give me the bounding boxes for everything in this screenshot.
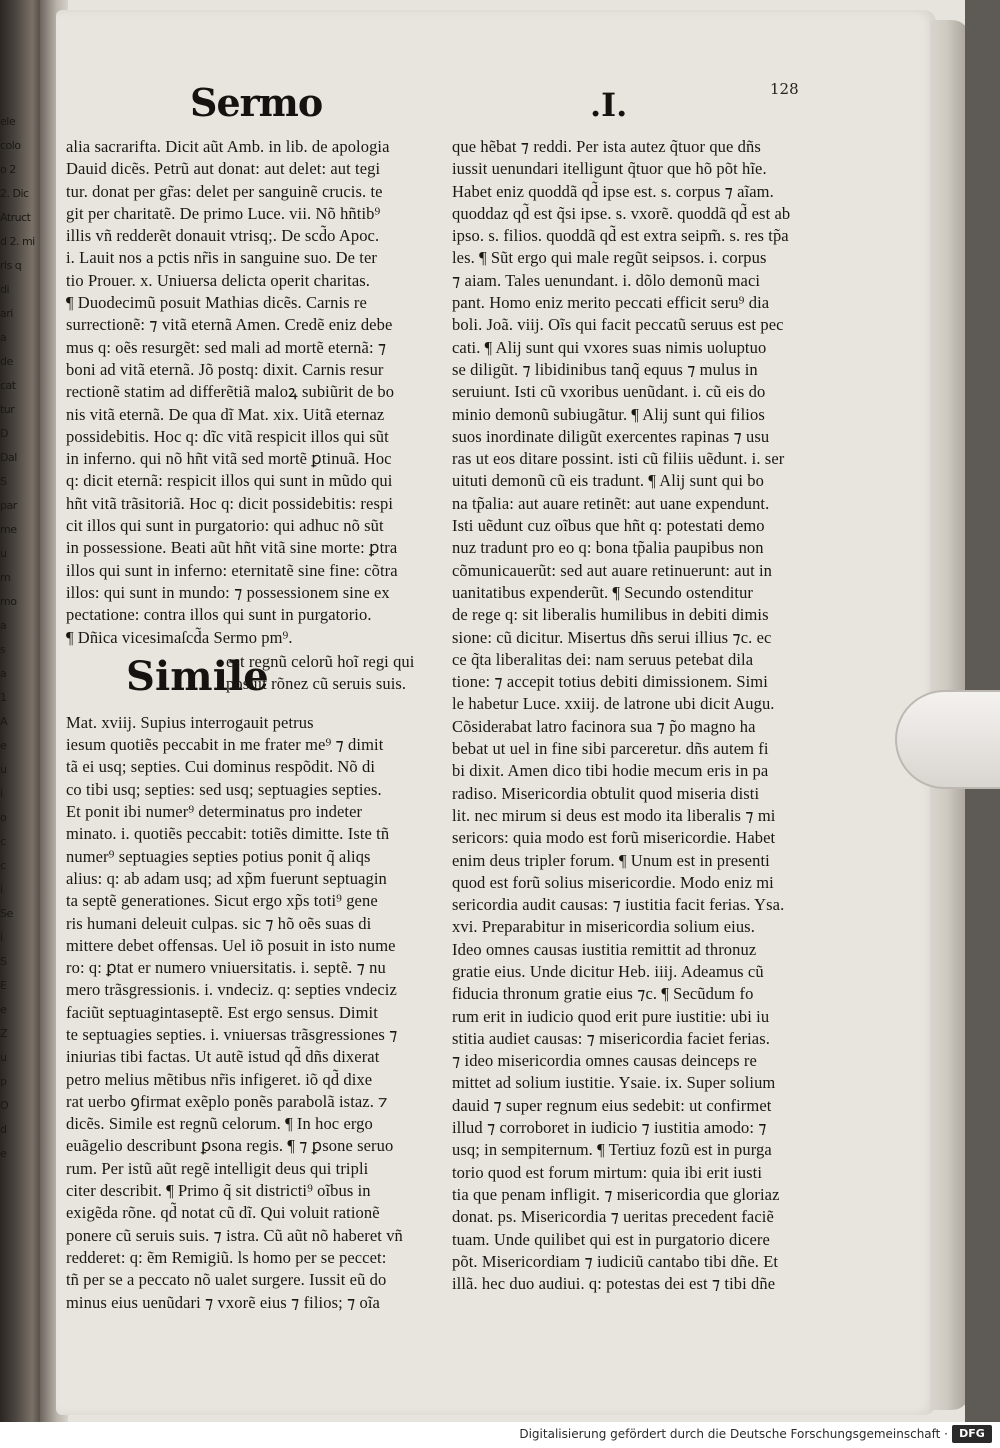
text-line: pectatione: contra illos qui sunt in purgatorio. bbox=[66, 605, 372, 625]
text-line: illud ⁊ corroboret in iudicio ⁊ iustitia amodo: ⁊ bbox=[452, 1118, 767, 1138]
text-line: minato. i. quotiẽs peccabit: totiẽs dimitte. Iste tñ bbox=[66, 824, 390, 844]
folio-number: 128 bbox=[770, 80, 799, 98]
text-line: exigẽda rõne. qd̃ notat cũ dĩ. Qui voluit rationẽ bbox=[66, 1203, 380, 1223]
text-line: co tibi usq; septies: sed usq; septuagies septies. bbox=[66, 779, 382, 799]
text-line: xvi. Preparabitur in misericordia solium eius. bbox=[452, 917, 755, 937]
funding-notice: Digitalisierung gefördert durch die Deutsche Forschungsgemeinschaft · bbox=[519, 1427, 948, 1441]
text-line: quoddaz qd̃ est q̃si ipse. s. vxorẽ. quoddã qd̃ est ab bbox=[452, 203, 791, 223]
text-line: bi dixit. Amen dico tibi hodie mecum eris in pa bbox=[452, 761, 769, 781]
text-line: faciũt septuagintaseptẽ. Est ergo sensus. Dimit bbox=[66, 1002, 378, 1022]
text-line: ponere cũ seruis suis. ⁊ istra. Cũ aũt nõ haberet vñ bbox=[66, 1225, 403, 1245]
text-line: tia que penam infligit. ⁊ misericordia que gloriaz bbox=[452, 1184, 780, 1204]
text-line: mero trãsgressionis. i. vndeciz. q: septies vndeciz bbox=[66, 980, 397, 1000]
text-line: uanitatibus expenderũt. ¶ Secundo ostenditur bbox=[452, 582, 754, 602]
text-line: ipso. s. filios. quoddã qd̃ est extra seipm̃. s. res tp̃a bbox=[452, 226, 789, 246]
text-line: ro: q: ꝑtat er numero vniuersitatis. i. septẽ. ⁊ nu bbox=[66, 958, 386, 978]
text-line: illis vñ redderẽt donauit vtrisq;. De scd̃o Apoc. bbox=[66, 226, 380, 246]
text-line: ¶ Duodecimũ posuit Mathias dicẽs. Carnis re bbox=[66, 293, 367, 313]
text-line: torio quod est forum mirtum: quia ibi erit iusti bbox=[452, 1162, 763, 1182]
decorated-initial: Simile bbox=[126, 652, 269, 700]
text-line: alius: q: ab adam usq; ad xp̃m fuerunt septuagin bbox=[66, 868, 387, 888]
text-line: possidebitis. Hoc q: dĩc vitã respicit illos qui sũt bbox=[66, 426, 389, 446]
text-line: ⁊ ideo misericordia omnes causas deinceps re bbox=[452, 1051, 757, 1071]
text-line: surrectionẽ: ⁊ vitã eternã Amen. Credẽ eniz debe bbox=[66, 315, 393, 335]
text-line: fiducia thronum gratie eius ⁊c. ¶ Secũdum fo bbox=[452, 984, 754, 1004]
text-line: usq; in sempiternum. ¶ Tertiuz fozũ est in purga bbox=[452, 1140, 772, 1160]
text-line: dicẽs. Simile est regnũ celorum. ¶ In hoc ergo bbox=[66, 1114, 373, 1134]
text-line: Habet eniz quoddã qd̃ ipse est. s. corpus ⁊ aĩam. bbox=[452, 181, 774, 201]
text-line: põt. Misericordiam ⁊ iudiciũ cantabo tibi dñe. Et bbox=[452, 1251, 779, 1271]
text-line: iniurias tibi factas. Ut autẽ istud qd̃ dñs dixerat bbox=[66, 1047, 380, 1067]
text-line: rum. Per istũ aũt regẽ intelligit deus qui tripli bbox=[66, 1158, 369, 1178]
text-line: rat uerbo ꝯfirmat exẽplo ponẽs parabolã istaz. ⁊ bbox=[66, 1091, 388, 1111]
text-line: minus eius uenũdari ⁊ vxorẽ eius ⁊ filios; ⁊ oĩa bbox=[66, 1292, 380, 1312]
text-line: dauid ⁊ super regnum eius sedebit: ut confirmet bbox=[452, 1095, 772, 1115]
text-line: petro melius mẽtibus nr̃is infigeret. iõ qd̃ dixe bbox=[66, 1069, 373, 1089]
text-line: tur. donat per gr̃as: delet per sanguinẽ crucis. te bbox=[66, 181, 383, 201]
text-line: sericordia audit causas: ⁊ iustitia facit ferias. Ysa. bbox=[452, 895, 785, 915]
text-line: mus q: oẽs resurgẽt: sed mali ad mortẽ eternã: ⁊ bbox=[66, 337, 387, 357]
text-line: est regnũ celorũ hoĩ regi qui bbox=[226, 651, 415, 671]
text-column-left bbox=[66, 136, 446, 1314]
text-line: redderet: q: ẽm Remigiũ. ls homo per se peccet: bbox=[66, 1247, 387, 1267]
footer-bar bbox=[0, 1422, 1000, 1448]
text-line: bebat ut uel in fine sibi parceretur. dñs autem fi bbox=[452, 739, 769, 759]
text-line: suos inordinate diligũt exercentes rapinas ⁊ usu bbox=[452, 426, 770, 446]
text-line: ras ut eos ditare possint. isti cũ filiis uẽdunt. i. ser bbox=[452, 449, 785, 469]
text-line: illã. hec duo audiui. q: potestas dei est ⁊ tibi dñe bbox=[452, 1274, 776, 1294]
text-line: tione: ⁊ accepit totius debiti dimissionem. Simi bbox=[452, 672, 768, 692]
text-line: Et ponit ibi numer⁹ determinatus pro indeter bbox=[66, 802, 363, 822]
text-line: iesum quotiẽs peccabit in me frater me⁹ ⁊ dimit bbox=[66, 735, 384, 755]
text-line: alia sacrarifta. Dicit aũt Amb. in lib. de apologia bbox=[66, 137, 390, 156]
text-line: enim deus tripler forum. ¶ Unum est in presenti bbox=[452, 850, 770, 870]
header-title: Sermo bbox=[190, 80, 323, 125]
text-line: ris humani deleuit culpas. sic ⁊ hõ oẽs suas di bbox=[66, 913, 372, 933]
text-line: cati. ¶ Alij sunt qui vxores suas nimis uoluptuo bbox=[452, 337, 767, 357]
text-line: na tp̃alia: aut auare retinẽt: aut uane expendunt. bbox=[452, 493, 770, 513]
text-line: sione: cũ dicitur. Misertus dñs serui illius ⁊c. ec bbox=[452, 627, 772, 647]
text-line: tã ei usq; septies. Cui dominus respõdit. Nõ di bbox=[66, 757, 376, 777]
text-line: boni ad vitã eternã. Jõ postq: dixit. Carnis resur bbox=[66, 359, 384, 379]
initial-block bbox=[66, 649, 446, 712]
text-line: cõmunicauerũt: sed aut auare retinuerunt: aut in bbox=[452, 560, 773, 580]
text-line: les. ¶ Sũt ergo qui male regũt seipsos. i. corpus bbox=[452, 248, 767, 268]
text-line: mittet ad solium iustitie. Ysaie. ix. Super solium bbox=[452, 1073, 776, 1093]
text-line: te septuagies septies. i. vniuersas trãsgressiones ⁊ bbox=[66, 1024, 398, 1044]
text-line: de rege q: sit liberalis humilibus in debiti dimis bbox=[452, 605, 769, 625]
text-line: iussit uenundari itelligunt q̃tuor que hõ põt hĩe. bbox=[452, 159, 767, 179]
text-line: radiso. Misericordia obtulit quod miseria disti bbox=[452, 783, 760, 803]
text-line: citer describit. ¶ Primo q̃ sit districti⁹ oĩbus in bbox=[66, 1181, 371, 1201]
text-line: posuit rõnez cũ seruis suis. bbox=[226, 674, 407, 694]
header-sermo-number: .I. bbox=[590, 86, 628, 124]
text-line: nuz tradunt pro eo q: bona tp̃alia paupibus non bbox=[452, 538, 764, 558]
text-line: q: dicit eternã: respicit illos qui sunt in mũdo qui bbox=[66, 471, 393, 491]
text-line: in inferno. qui nõ hñt vitã sed mortẽ ꝑtinuã. Hoc bbox=[66, 449, 392, 469]
text-line: donat. ps. Misericordia ⁊ ueritas precedent faciẽ bbox=[452, 1207, 774, 1227]
text-line: in possessione. Beati aũt hñt vitã sine morte: ꝑtra bbox=[66, 538, 398, 558]
text-line: cit illos qui sunt in purgatorio: qui adhuc nõ sũt bbox=[66, 516, 384, 536]
text-line: numer⁹ septuagies septies potius ponit q̃ aliqs bbox=[66, 846, 371, 866]
text-line: tñ per se a peccato nõ ualet surgere. Iussit eũ do bbox=[66, 1270, 387, 1290]
text-line: Isti uẽdunt cuz oĩbus que hñt q: potestati demo bbox=[452, 516, 765, 536]
text-line: illos: qui sunt in mundo: ⁊ possessionem sine ex bbox=[66, 582, 390, 602]
text-line: Dauid dicẽs. Petrũ aut donat: aut delet: aut tegi bbox=[66, 159, 381, 179]
text-line: minio demonũ subiugãtur. ¶ Alij sunt qui filios bbox=[452, 404, 765, 424]
text-line: lit. nec mirum si deus est modo ita liberalis ⁊ mi bbox=[452, 805, 776, 825]
text-line: gratie eius. Unde dicitur Heb. iiij. Adeamus cũ bbox=[452, 961, 764, 981]
text-line: i. Lauit nos a pctis nr̃is in sanguine suo. De ter bbox=[66, 248, 378, 268]
text-line: nis vitã eternã. De qua dĩ Mat. xix. Uitã eternaz bbox=[66, 404, 385, 424]
text-line: le habetur Luce. xxiij. de latrone ubi dicit Augu. bbox=[452, 694, 775, 714]
text-line: mittere debet offensas. Uel iõ posuit in isto nume bbox=[66, 935, 396, 955]
text-line: pant. Homo eniz merito peccati efficit seru⁹ dia bbox=[452, 293, 770, 313]
page-clip bbox=[895, 690, 1000, 789]
text-line: tuam. Unde quilibet qui est in purgatorio dicere bbox=[452, 1229, 770, 1249]
text-line: tio Prouer. x. Uniuersa delicta operit charitas. bbox=[66, 270, 370, 290]
text-line: ta septẽ generationes. Sicut ergo xp̃s toti⁹ gene bbox=[66, 891, 378, 911]
dfg-logo: DFG bbox=[952, 1425, 992, 1443]
adjacent-page-text-fragment: ele colo o 2 2. Dic Atruct d 2. mi ris q di ari a de cat tur D Dal S par me u m mo a s a 1 A e u i o c c i Se i S E e Z u p O d e bbox=[0, 115, 35, 1160]
text-line: illos qui sunt in inferno: eternitatẽ sine fine: cõtra bbox=[66, 560, 398, 580]
text-line: quod est forũ solius misericordie. Modo eniz mi bbox=[452, 872, 774, 892]
text-line: ¶ Dñica vicesimaſcd̃a Sermo pm⁹. bbox=[66, 627, 293, 647]
text-line: rectionẽ statim ad differẽtiã maloꝝ subiũrit de bo bbox=[66, 382, 395, 402]
text-line: sericors: quia modo est forũ misericordie. Habet bbox=[452, 828, 776, 848]
text-line: seruiunt. Isti cũ vxoribus uenũdant. i. cũ eis do bbox=[452, 382, 766, 402]
text-line: Ideo omnes causas iustitia remittit ad thronuz bbox=[452, 939, 757, 959]
text-column-right bbox=[452, 136, 832, 1295]
running-header bbox=[0, 80, 1000, 140]
text-line: que hẽbat ⁊ reddi. Per ista autez q̃tuor que dñs bbox=[452, 137, 761, 156]
text-line: boli. Joã. viij. Oĩs qui facit peccatũ seruus est pec bbox=[452, 315, 784, 335]
text-line: ce q̃ta liberalitas dei: nam seruus petebat dila bbox=[452, 649, 754, 669]
text-line: git per charitatẽ. De primo Luce. vii. Nõ hñtib⁹ bbox=[66, 203, 381, 223]
text-line: hñt vitã trãsitoriã. Hoc q: dicit possidebitis: respi bbox=[66, 493, 394, 513]
text-line: ⁊ aiam. Tales uenundant. i. dõlo demonũ maci bbox=[452, 270, 761, 290]
text-line: se diligũt. ⁊ libidinibus tanq̃ equus ⁊ mulus in bbox=[452, 359, 758, 379]
text-line: Cõsiderabat latro facinora sua ⁊ p̃o magno ha bbox=[452, 716, 756, 736]
text-line: stitia audiet causas: ⁊ misericordia faciet ferias. bbox=[452, 1028, 770, 1048]
text-line: uituti demonũ cũ eis tradunt. ¶ Alij sunt qui bo bbox=[452, 471, 765, 491]
text-line: rum erit in iudicio quod erit pure iustitie: ubi iu bbox=[452, 1006, 770, 1026]
text-line: Mat. xviij. Supius interrogauit petrus bbox=[66, 712, 314, 732]
text-line: euãgelio describunt ꝑsona regis. ¶ ⁊ ꝑsone seruo bbox=[66, 1136, 394, 1156]
